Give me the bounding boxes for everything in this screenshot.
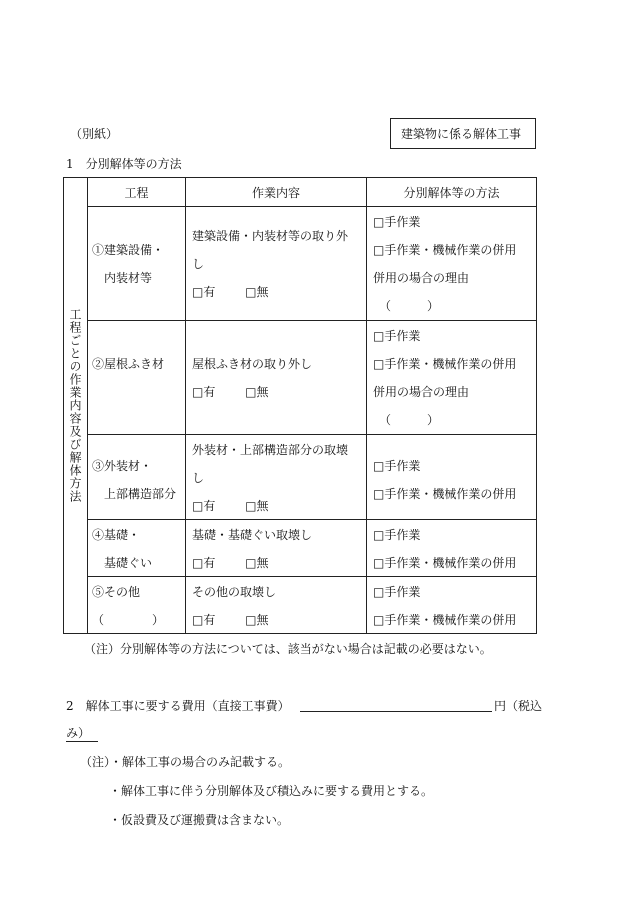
col-header-process: 工程 [88,178,186,207]
checkbox-combined[interactable]: □手作業・機械作業の併用 [373,613,517,627]
table-row: ②屋根ふき材 屋根ふき材の取り外し □有 □無 □手作業 □手作業・機械作業の併用 併用の場合の理由 （ ） [64,321,537,435]
checkbox-combined[interactable]: □手作業・機械作業の併用 [373,556,517,570]
cost-note-3: ・仮設費及び運搬費は含まない。 [109,813,290,827]
checkbox-nashi[interactable]: □無 [245,556,269,570]
method-table [63,177,537,634]
checkbox-ari[interactable]: □有 [192,499,216,513]
table-row: ③外装材・ 上部構造部分 外装材・上部構造部分の取壊 し □有 □無 □手作業 □手作業・機械作業の併用 [64,435,537,520]
document-title-box [390,118,536,149]
document-title: 建築物に係る解体工事 [401,127,522,141]
table-note: （注）分別解体等の方法については、該当がない場合は記載の必要はない。 [84,642,492,656]
checkbox-manual[interactable]: □手作業 [373,528,421,542]
table-row: ⑤その他 （ ） その他の取壊し □有 □無 □手作業 □手作業・機械作業の併用 [64,577,537,634]
cost-note-1: （注）・解体工事の場合のみ記載する。 [80,755,291,769]
checkbox-combined[interactable]: □手作業・機械作業の併用 [373,357,517,371]
cost-input-line[interactable] [300,711,492,712]
checkbox-ari[interactable]: □有 [192,556,216,570]
cost-note-2: ・解体工事に伴う分別解体及び積込みに要する費用とする。 [109,784,434,798]
cost-unit-cont: み） [66,724,98,742]
col-header-work: 作業内容 [186,178,367,207]
attachment-label: （別紙） [70,127,119,141]
checkbox-manual[interactable]: □手作業 [373,459,421,473]
checkbox-nashi[interactable]: □無 [245,499,269,513]
checkbox-nashi[interactable]: □無 [245,385,269,399]
checkbox-ari[interactable]: □有 [192,613,216,627]
checkbox-combined[interactable]: □手作業・機械作業の併用 [373,487,517,501]
checkbox-nashi[interactable]: □無 [245,285,269,299]
cost-unit: 円（税込 [494,699,543,713]
checkbox-manual[interactable]: □手作業 [373,329,421,343]
section1-heading: 1 分別解体等の方法 [66,157,182,171]
checkbox-nashi[interactable]: □無 [245,613,269,627]
section2-heading: 2 解体工事に要する費用（直接工事費） [66,699,290,713]
table-row: ④基礎・ 基礎ぐい 基礎・基礎ぐい取壊し □有 □無 □手作業 □手作業・機械作業の併用 [64,520,537,577]
checkbox-combined[interactable]: □手作業・機械作業の併用 [373,243,517,257]
table-row: ①建築設備・ 内装材等 建築設備・内装材等の取り外 し □有 □無 □手作業 □手作業・機械作業の併用 併用の場合の理由 （ ） [64,207,537,321]
checkbox-manual[interactable]: □手作業 [373,215,421,229]
col-header-method: 分別解体等の方法 [367,178,537,207]
checkbox-ari[interactable]: □有 [192,385,216,399]
checkbox-ari[interactable]: □有 [192,285,216,299]
side-label: 工程ごとの作業内容及び解体方法 [64,178,88,634]
checkbox-manual[interactable]: □手作業 [373,585,421,599]
